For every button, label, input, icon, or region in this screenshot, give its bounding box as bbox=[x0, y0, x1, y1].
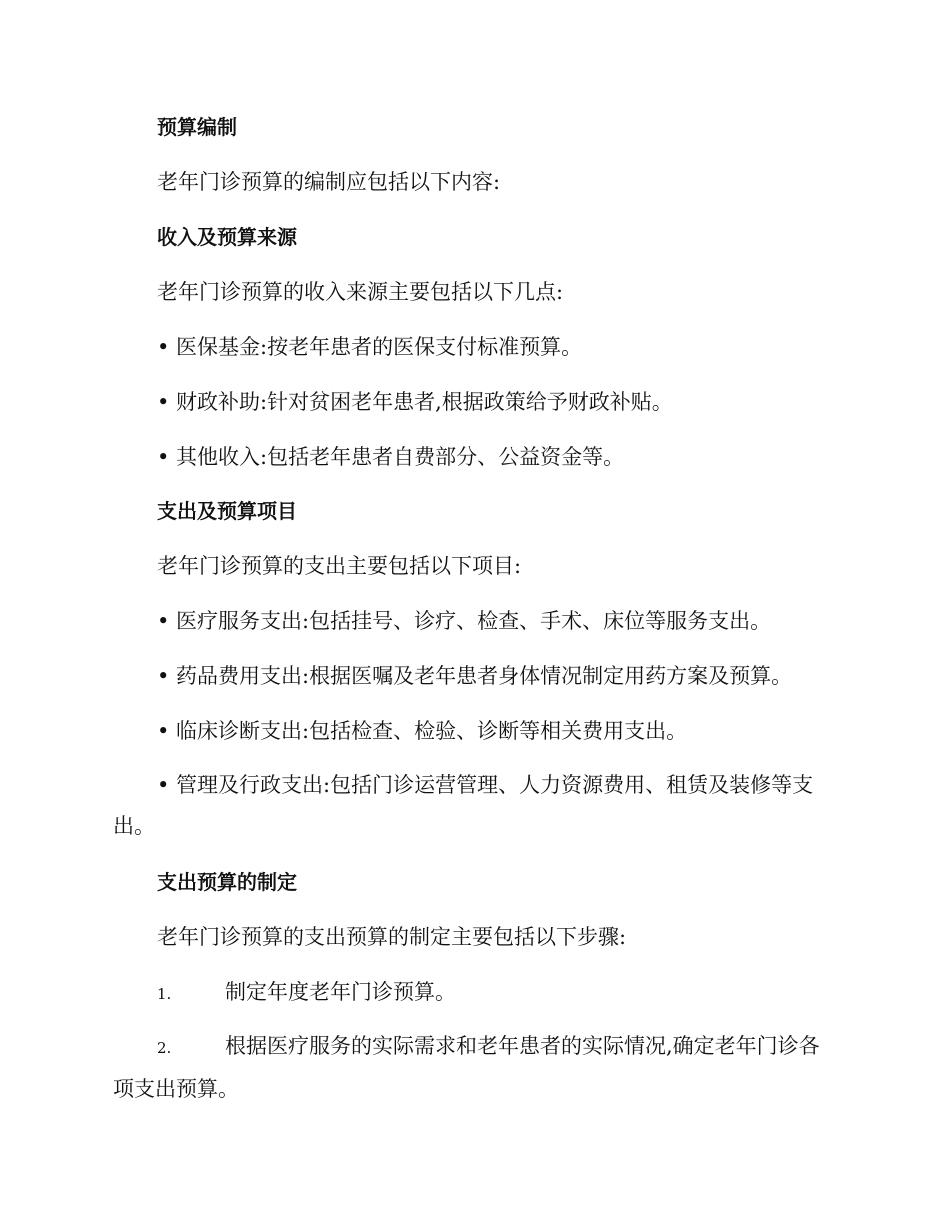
paragraph-income-intro: 老年门诊预算的收入来源主要包括以下几点: bbox=[157, 280, 564, 304]
list-item-clinical-diagnosis-expense: • 临床诊断支出:包括检查、检验、诊断等相关费用支出。 bbox=[157, 719, 688, 743]
paragraph-expenditure-intro: 老年门诊预算的支出主要包括以下项目: bbox=[157, 554, 522, 578]
numbered-step bbox=[113, 1026, 833, 1110]
section-heading-budget-preparation: 预算编制 bbox=[157, 115, 237, 139]
step-number: 1. bbox=[157, 985, 172, 1003]
list-item-drug-expense: • 药品费用支出:根据医嘱及老年患者身体情况制定用药方案及预算。 bbox=[157, 664, 793, 688]
list-item-financial-subsidy: • 财政补助:针对贫困老年患者,根据政策给予财政补贴。 bbox=[157, 390, 673, 414]
section-heading-expenditure-budget: 支出预算的制定 bbox=[157, 870, 297, 894]
section-heading-income-sources: 收入及预算来源 bbox=[157, 225, 297, 249]
step-text: 根据医疗服务的实际需求和老年患者的实际情况,确定老年门诊各项支出预算。 bbox=[113, 1034, 820, 1101]
step-text: 制定年度老年门诊预算。 bbox=[225, 980, 456, 1004]
list-item-medical-service-expense: • 医疗服务支出:包括挂号、诊疗、检查、手术、床位等服务支出。 bbox=[157, 609, 772, 633]
list-item-medical-insurance: • 医保基金:按老年患者的医保支付标准预算。 bbox=[157, 335, 583, 359]
numbered-step bbox=[157, 978, 456, 1008]
step-number: 2. bbox=[157, 1039, 172, 1057]
list-item-other-income: • 其他收入:包括老年患者自费部分、公益资金等。 bbox=[157, 445, 625, 469]
list-item-admin-expense: • 管理及行政支出:包括门诊运营管理、人力资源费用、租赁及装修等支出。 bbox=[113, 773, 814, 838]
paragraph-expenditure-budget-intro: 老年门诊预算的支出预算的制定主要包括以下步骤: bbox=[157, 925, 627, 949]
section-heading-expenditure-items: 支出及预算项目 bbox=[157, 499, 297, 523]
paragraph-budget-preparation-intro: 老年门诊预算的编制应包括以下内容: bbox=[157, 170, 501, 194]
